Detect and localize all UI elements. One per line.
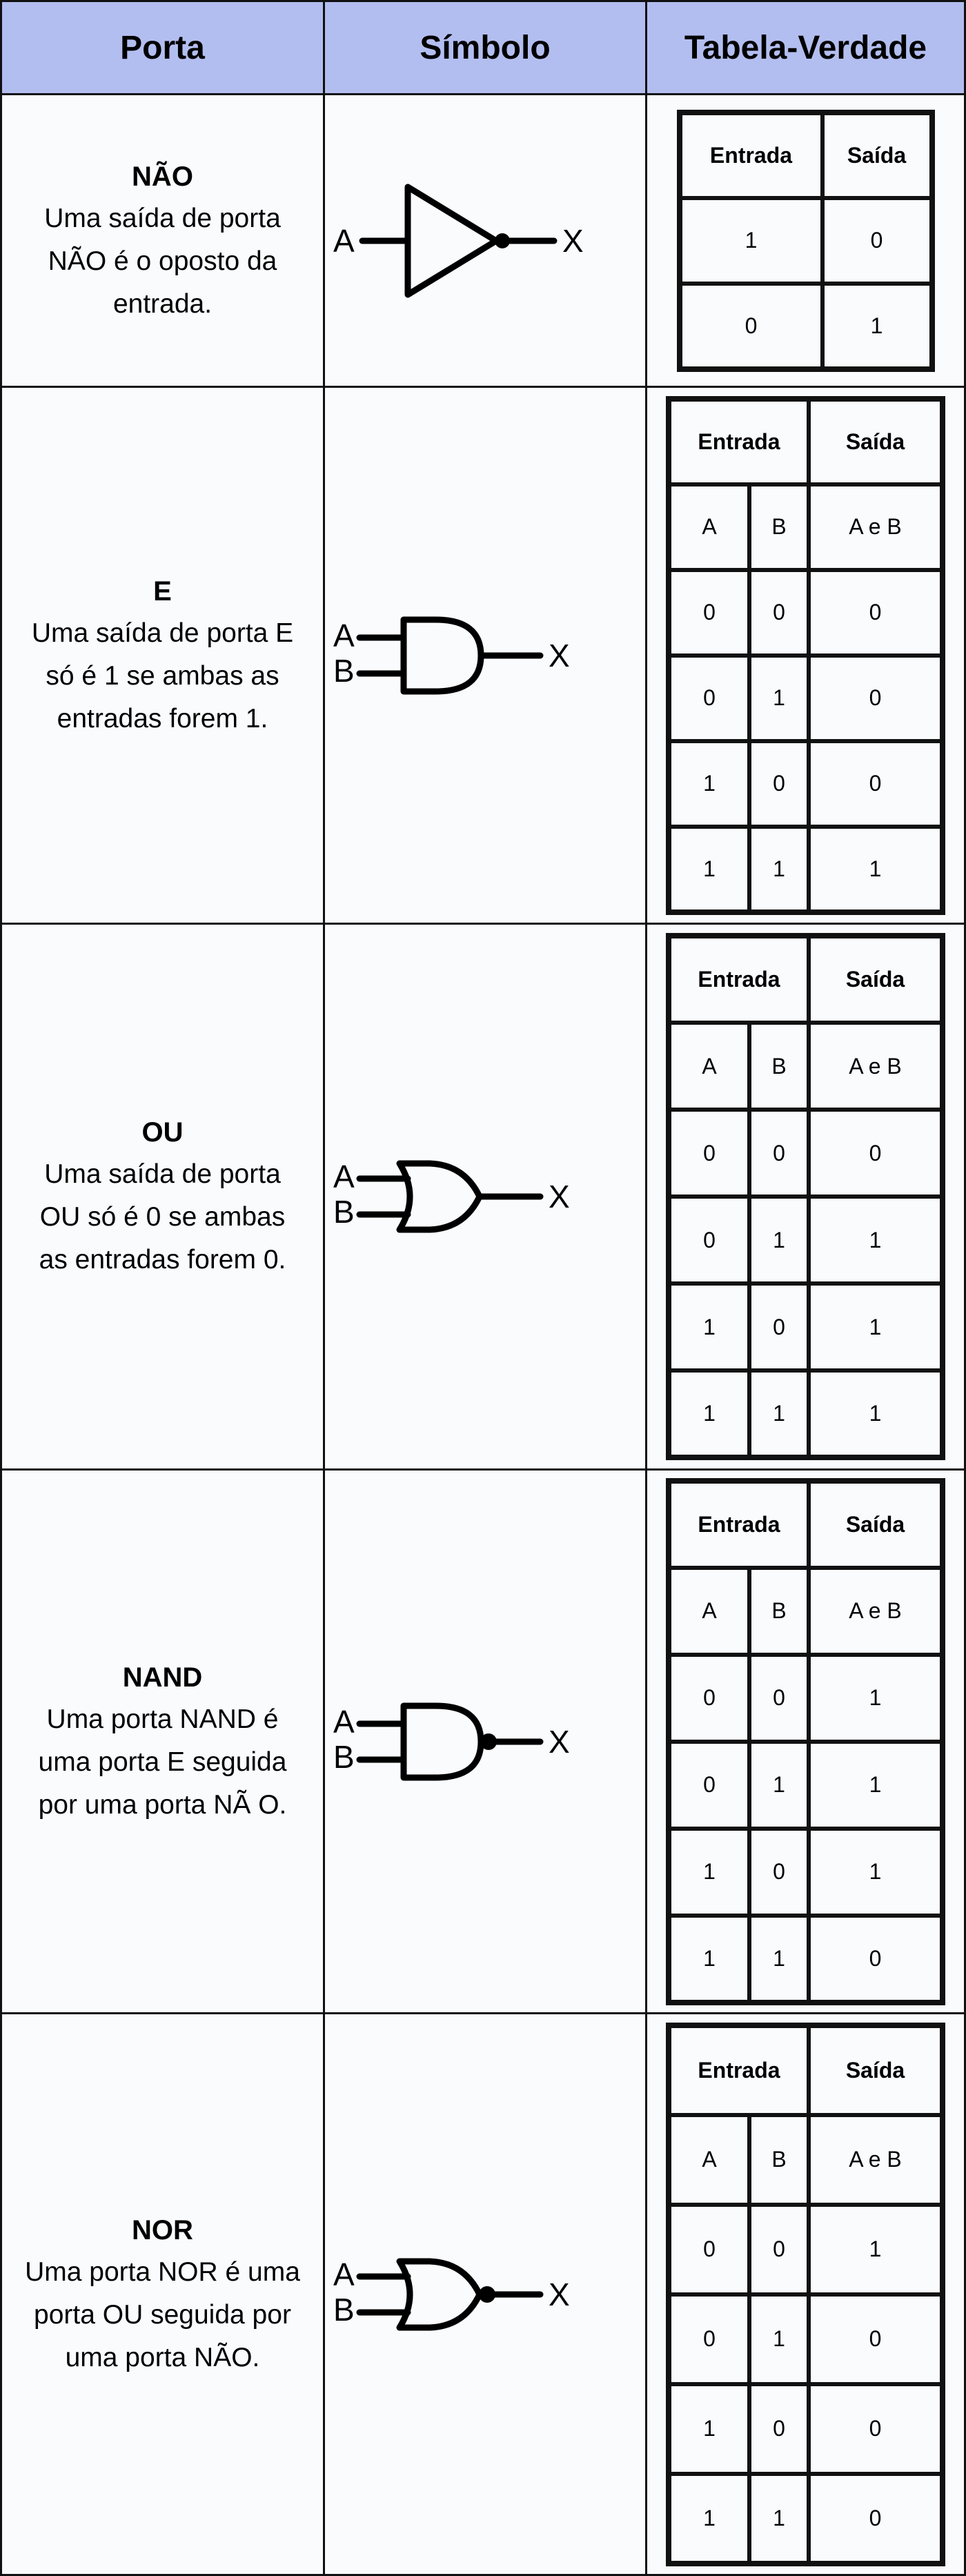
- truth-table-cell: [647, 2014, 965, 2575]
- truth-table-row: [669, 2205, 943, 2294]
- truth-table-value: 0: [669, 656, 749, 741]
- truth-table-value: 1: [809, 1742, 943, 1829]
- gate-name: NAND: [122, 1662, 203, 1693]
- input-header: Entrada: [669, 2025, 809, 2115]
- truth-table-value: 0: [749, 1110, 809, 1197]
- input-header: Entrada: [669, 1481, 809, 1568]
- and-gate-symbol: [333, 552, 637, 759]
- truth-table-value: 1: [669, 1284, 749, 1370]
- output-header: Saída: [809, 2025, 943, 2115]
- truth-table-cell: [647, 95, 965, 387]
- input-label-b: B: [333, 652, 355, 689]
- truth-table-row: [669, 827, 943, 912]
- truth-table-value: 0: [669, 2205, 749, 2294]
- truth-table-value: 1: [669, 2384, 749, 2474]
- truth-table-value: 0: [669, 570, 749, 656]
- header-gate: Porta: [1, 1, 324, 95]
- header-symbol: Símbolo: [324, 1, 647, 95]
- not-gate-symbol: [333, 137, 637, 344]
- column-label: A: [669, 484, 749, 570]
- gate-description-cell: [1, 95, 324, 387]
- input-label-a: A: [333, 1159, 355, 1194]
- truth-table-value: 0: [749, 1655, 809, 1742]
- truth-table-cell: [647, 387, 965, 924]
- input-label-a: A: [333, 222, 355, 259]
- truth-table-value: 0: [749, 2384, 809, 2474]
- or-body: [400, 2261, 480, 2328]
- column-label: A e B: [809, 1023, 943, 1110]
- input-header: Entrada: [669, 936, 809, 1023]
- header-truth-table: Tabela-Verdade: [647, 1, 965, 95]
- truth-table-value: 0: [809, 2474, 943, 2564]
- truth-table-value: 1: [680, 198, 822, 284]
- truth-table-row: [669, 2384, 943, 2474]
- truth-table-row: [669, 1742, 943, 1829]
- truth-table-value: 0: [822, 198, 932, 284]
- truth-table-value: 0: [669, 1655, 749, 1742]
- truth-table-value: 1: [749, 656, 809, 741]
- truth-table-cell: [647, 1470, 965, 2014]
- truth-table-value: 0: [809, 741, 943, 827]
- truth-table-value: 1: [809, 1370, 943, 1457]
- truth-table-row: [669, 570, 943, 656]
- truth-table-value: 1: [809, 827, 943, 912]
- truth-table: [666, 2023, 945, 2566]
- truth-table-value: 0: [809, 2294, 943, 2384]
- truth-table-value: 0: [809, 2384, 943, 2474]
- input-label-b: B: [333, 1738, 355, 1775]
- truth-table-value: 1: [749, 1742, 809, 1829]
- truth-table-value: 0: [809, 1110, 943, 1197]
- truth-table-header: [669, 936, 943, 1023]
- input-label-a: A: [333, 2256, 355, 2292]
- truth-table-value: 0: [749, 1829, 809, 1916]
- gate-name: E: [153, 576, 172, 607]
- output-label-x: X: [549, 1179, 570, 1215]
- truth-table-value: 0: [669, 2294, 749, 2384]
- nor-gate-symbol: [333, 2191, 637, 2398]
- truth-table: [666, 396, 945, 915]
- gate-description-cell: [1, 387, 324, 924]
- column-label: A: [669, 2115, 749, 2205]
- column-label: B: [749, 484, 809, 570]
- truth-table-value: 1: [669, 2474, 749, 2564]
- truth-table-row: [669, 1829, 943, 1916]
- gate-description: Uma porta NOR é uma porta OU seguida por uma porta NÃO.: [25, 2257, 300, 2372]
- gate-row: [1, 95, 965, 387]
- truth-table-row: [669, 1110, 943, 1197]
- truth-table-value: 0: [749, 1284, 809, 1370]
- truth-table: [666, 933, 945, 1460]
- gate-symbol-cell: [324, 387, 647, 924]
- truth-table-value: 0: [669, 1110, 749, 1197]
- truth-table-value: 1: [809, 1284, 943, 1370]
- column-label: B: [749, 1568, 809, 1655]
- truth-table-row: [669, 1197, 943, 1284]
- gate-row: [1, 2014, 965, 2575]
- output-header: Saída: [809, 1481, 943, 1568]
- truth-table-value: 1: [749, 2294, 809, 2384]
- truth-table-value: 0: [749, 741, 809, 827]
- gate-row: [1, 387, 965, 924]
- truth-table-row: [669, 1370, 943, 1457]
- and-body: [404, 1706, 481, 1778]
- truth-table-value: 0: [809, 656, 943, 741]
- output-label-x: X: [549, 637, 570, 674]
- gate-description: Uma saída de porta E só é 1 se ambas as entradas forem 1.: [31, 618, 294, 734]
- truth-table-header: [680, 112, 932, 198]
- truth-table-subheader: [669, 1023, 943, 1110]
- input-header: Entrada: [680, 112, 822, 198]
- column-label: A: [669, 1023, 749, 1110]
- gate-description-cell: [1, 2014, 324, 2575]
- truth-table-value: 0: [749, 2205, 809, 2294]
- or-body: [400, 1163, 480, 1230]
- truth-table-value: 1: [749, 1197, 809, 1284]
- truth-table-value: 1: [749, 1370, 809, 1457]
- truth-table-value: 1: [669, 827, 749, 912]
- header-row: [1, 1, 965, 95]
- gate-row: [1, 1470, 965, 2014]
- truth-table-value: 0: [669, 1742, 749, 1829]
- truth-table-value: 1: [669, 1370, 749, 1457]
- or-gate-symbol: [333, 1093, 637, 1300]
- truth-table-value: 0: [749, 570, 809, 656]
- truth-table-value: 1: [669, 1829, 749, 1916]
- nand-gate-symbol: [333, 1638, 637, 1845]
- gate-symbol-cell: [324, 95, 647, 387]
- column-label: A e B: [809, 1568, 943, 1655]
- gate-name: NÃO: [132, 161, 193, 192]
- truth-table-subheader: [669, 2115, 943, 2205]
- truth-table-value: 0: [680, 284, 822, 369]
- gate-description-cell: [1, 1470, 324, 2014]
- truth-table-row: [669, 1916, 943, 2003]
- truth-table-row: [669, 2294, 943, 2384]
- input-header: Entrada: [669, 399, 809, 484]
- truth-table: [677, 110, 935, 372]
- truth-table-header: [669, 2025, 943, 2115]
- column-label: A e B: [809, 2115, 943, 2205]
- truth-table-value: 1: [749, 827, 809, 912]
- truth-table-value: 0: [669, 1197, 749, 1284]
- output-header: Saída: [809, 936, 943, 1023]
- truth-table-value: 1: [809, 2205, 943, 2294]
- gate-name: NOR: [132, 2214, 193, 2245]
- truth-table-header: [669, 399, 943, 484]
- truth-table-value: 1: [809, 1197, 943, 1284]
- column-label: A: [669, 1568, 749, 1655]
- column-label: B: [749, 1023, 809, 1110]
- output-label-x: X: [549, 1723, 570, 1760]
- gate-name: OU: [141, 1117, 184, 1148]
- truth-table-value: 1: [669, 1916, 749, 2003]
- triangle-body: [408, 187, 496, 295]
- truth-table-value: 1: [749, 1916, 809, 2003]
- output-header: Saída: [809, 399, 943, 484]
- truth-table-row: [680, 198, 932, 284]
- input-label-a: A: [333, 617, 355, 653]
- truth-table-row: [669, 2474, 943, 2564]
- output-header: Saída: [822, 112, 932, 198]
- input-label-a: A: [333, 1703, 355, 1740]
- truth-table-subheader: [669, 484, 943, 570]
- output-label-x: X: [562, 222, 584, 259]
- truth-table-row: [680, 284, 932, 369]
- truth-table-row: [669, 1655, 943, 1742]
- column-label: B: [749, 2115, 809, 2205]
- truth-table: [666, 1478, 945, 2005]
- truth-table-value: 0: [809, 1916, 943, 2003]
- truth-table-value: 1: [822, 284, 932, 369]
- column-label: A e B: [809, 484, 943, 570]
- truth-table-header: [669, 1481, 943, 1568]
- gate-row: [1, 924, 965, 1470]
- truth-table-subheader: [669, 1568, 943, 1655]
- output-label-x: X: [549, 2276, 570, 2312]
- gate-symbol-cell: [324, 924, 647, 1470]
- input-label-b: B: [333, 2291, 355, 2328]
- truth-table-cell: [647, 924, 965, 1470]
- truth-table-row: [669, 1284, 943, 1370]
- gate-description: Uma saída de porta NÃO é o oposto da entrada.: [44, 203, 281, 319]
- gate-symbol-cell: [324, 1470, 647, 2014]
- truth-table-value: 1: [809, 1829, 943, 1916]
- truth-table-value: 1: [809, 1655, 943, 1742]
- gate-description: Uma porta NAND é uma porta E seguida por uma porta NÃ O.: [38, 1704, 287, 1820]
- truth-table-value: 1: [669, 741, 749, 827]
- truth-table-value: 0: [809, 570, 943, 656]
- input-label-b: B: [333, 1194, 355, 1230]
- gate-description-cell: [1, 924, 324, 1470]
- gate-description: Uma saída de porta OU só é 0 se ambas as entradas forem 0.: [39, 1159, 286, 1275]
- truth-table-value: 1: [749, 2474, 809, 2564]
- truth-table-row: [669, 741, 943, 827]
- truth-table-row: [669, 656, 943, 741]
- and-body: [404, 620, 481, 691]
- gate-symbol-cell: [324, 2014, 647, 2575]
